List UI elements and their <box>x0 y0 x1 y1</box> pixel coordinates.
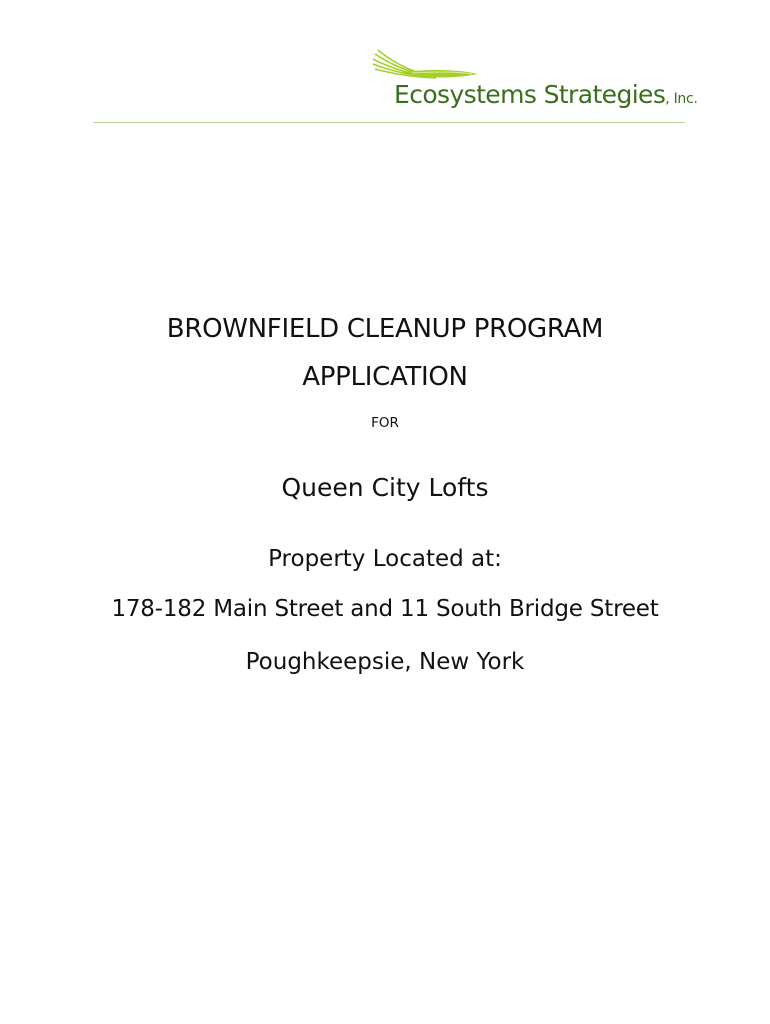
address-line-2: Poughkeepsie, New York <box>245 649 525 675</box>
location-label: Property Located at: <box>268 546 502 572</box>
company-logo <box>372 48 698 118</box>
document-title-line-2: APPLICATION <box>302 362 468 392</box>
document-title-line-1: BROWNFIELD CLEANUP PROGRAM <box>166 314 604 344</box>
logo-wordmark <box>394 82 698 107</box>
header-divider <box>93 122 685 123</box>
logo-company-suffix: , Inc. <box>665 91 698 107</box>
address-line-1: 178-182 Main Street and 11 South Bridge Street <box>111 596 659 622</box>
for-label: FOR <box>371 415 399 431</box>
project-name: Queen City Lofts <box>281 473 489 502</box>
logo-company-name: Ecosystems Strategies <box>394 80 666 109</box>
